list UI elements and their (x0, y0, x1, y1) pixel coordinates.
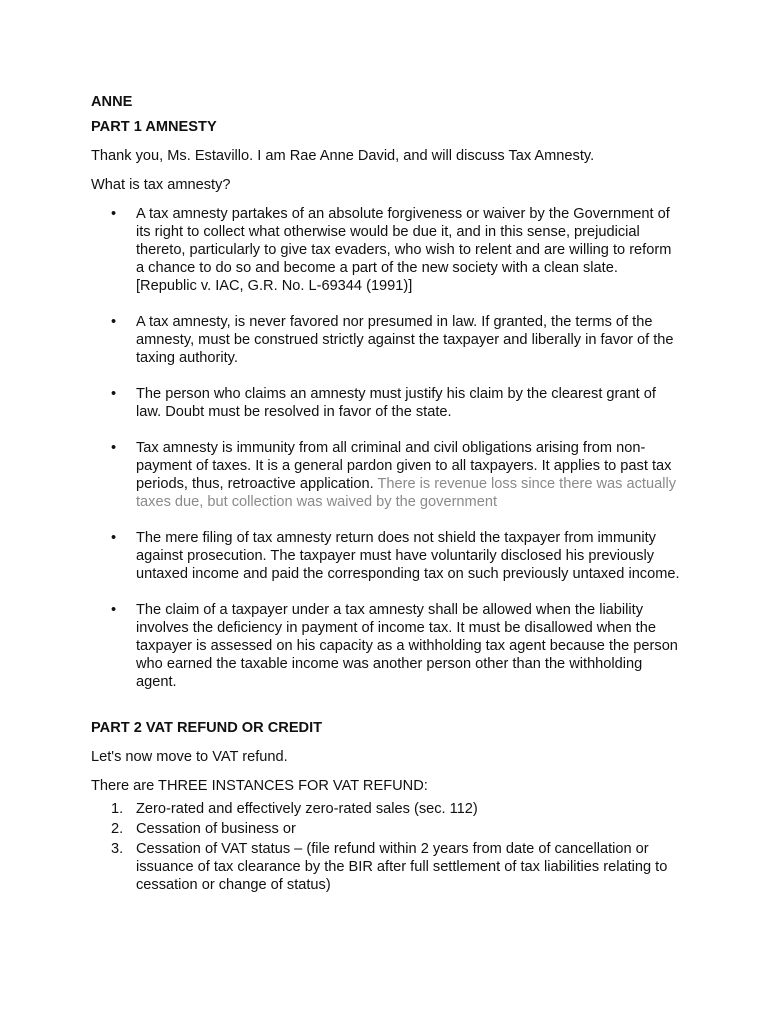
bullet-icon: • (111, 602, 117, 618)
part2-intro: Let's now move to VAT refund. (91, 749, 288, 765)
list-item-number: 3. (111, 841, 124, 857)
bullet-item (91, 529, 681, 583)
bullet-text: A tax amnesty partakes of an absolute forgiveness or waiver by the Government of its right to collect what otherwise would be due it, and in this sense, prejudicial thereto, particularly to give tax evaders, who wish to relent and are willing to reform a chance to do so and become a part of the new society with a clean slate. [Republic v. IAC, G.R. No. L-69344 (1991)] (136, 206, 672, 294)
bullet-text: The person who claims an amnesty must justify his claim by the clearest grant of law. Doubt must be resolved in favor of the state. (136, 386, 656, 420)
part1-heading: PART 1 AMNESTY (91, 119, 217, 135)
list-item-text: Cessation of business or (136, 821, 296, 837)
bullet-item (91, 601, 681, 691)
bullet-muted-note: There is revenue loss since there was actually taxes due, but collection was waived by the government (136, 476, 676, 510)
instances-title: There are THREE INSTANCES FOR VAT REFUND: (91, 778, 428, 794)
bullet-text: The mere filing of tax amnesty return does not shield the taxpayer from immunity against prosecution. The taxpayer must have voluntarily disclosed his previously untaxed income and paid the corresponding tax on such previously untaxed income. (136, 530, 680, 582)
bullet-item (91, 205, 681, 295)
list-item (91, 820, 681, 838)
list-item (91, 800, 681, 818)
list-item (91, 840, 681, 894)
bullet-icon: • (111, 440, 117, 456)
bullet-text: The claim of a taxpayer under a tax amnesty shall be allowed when the liability involves the deficiency in payment of income tax. It must be disallowed when the taxpayer is assessed on his capacity as a withholding tax agent because the person who earned the taxable income was another person other than the withholding agent. (136, 602, 678, 690)
bullet-item (91, 385, 681, 421)
list-item-number: 2. (111, 821, 124, 837)
vat-refund-instances-list (91, 800, 681, 894)
document-page (91, 93, 681, 896)
list-item-text: Zero-rated and effectively zero-rated sales (sec. 112) (136, 801, 478, 817)
list-item-text: Cessation of VAT status – (file refund within 2 years from date of cancellation or issuance of tax clearance by the BIR after full settlement of tax liabilities relating to cessation or change of status) (136, 841, 668, 893)
bullet-item (91, 439, 681, 511)
list-item-number: 1. (111, 801, 124, 817)
bullet-icon: • (111, 386, 117, 402)
amnesty-bullet-list (91, 205, 681, 691)
bullet-icon: • (111, 206, 117, 222)
bullet-icon: • (111, 314, 117, 330)
bullet-icon: • (111, 530, 117, 546)
part1-question: What is tax amnesty? (91, 177, 231, 193)
bullet-text: Tax amnesty is immunity from all criminal and civil obligations arising from non-payment of taxes. It is a general pardon given to all taxpayers. It applies to past tax periods, thus, retroactive application. (136, 440, 672, 492)
part1-intro: Thank you, Ms. Estavillo. I am Rae Anne David, and will discuss Tax Amnesty. (91, 148, 595, 164)
part2-heading: PART 2 VAT REFUND OR CREDIT (91, 720, 323, 736)
speaker-name: ANNE (91, 94, 133, 110)
bullet-item (91, 313, 681, 367)
bullet-text: A tax amnesty, is never favored nor presumed in law. If granted, the terms of the amnesty, must be construed strictly against the taxpayer and liberally in favor of the taxing authority. (136, 314, 674, 366)
